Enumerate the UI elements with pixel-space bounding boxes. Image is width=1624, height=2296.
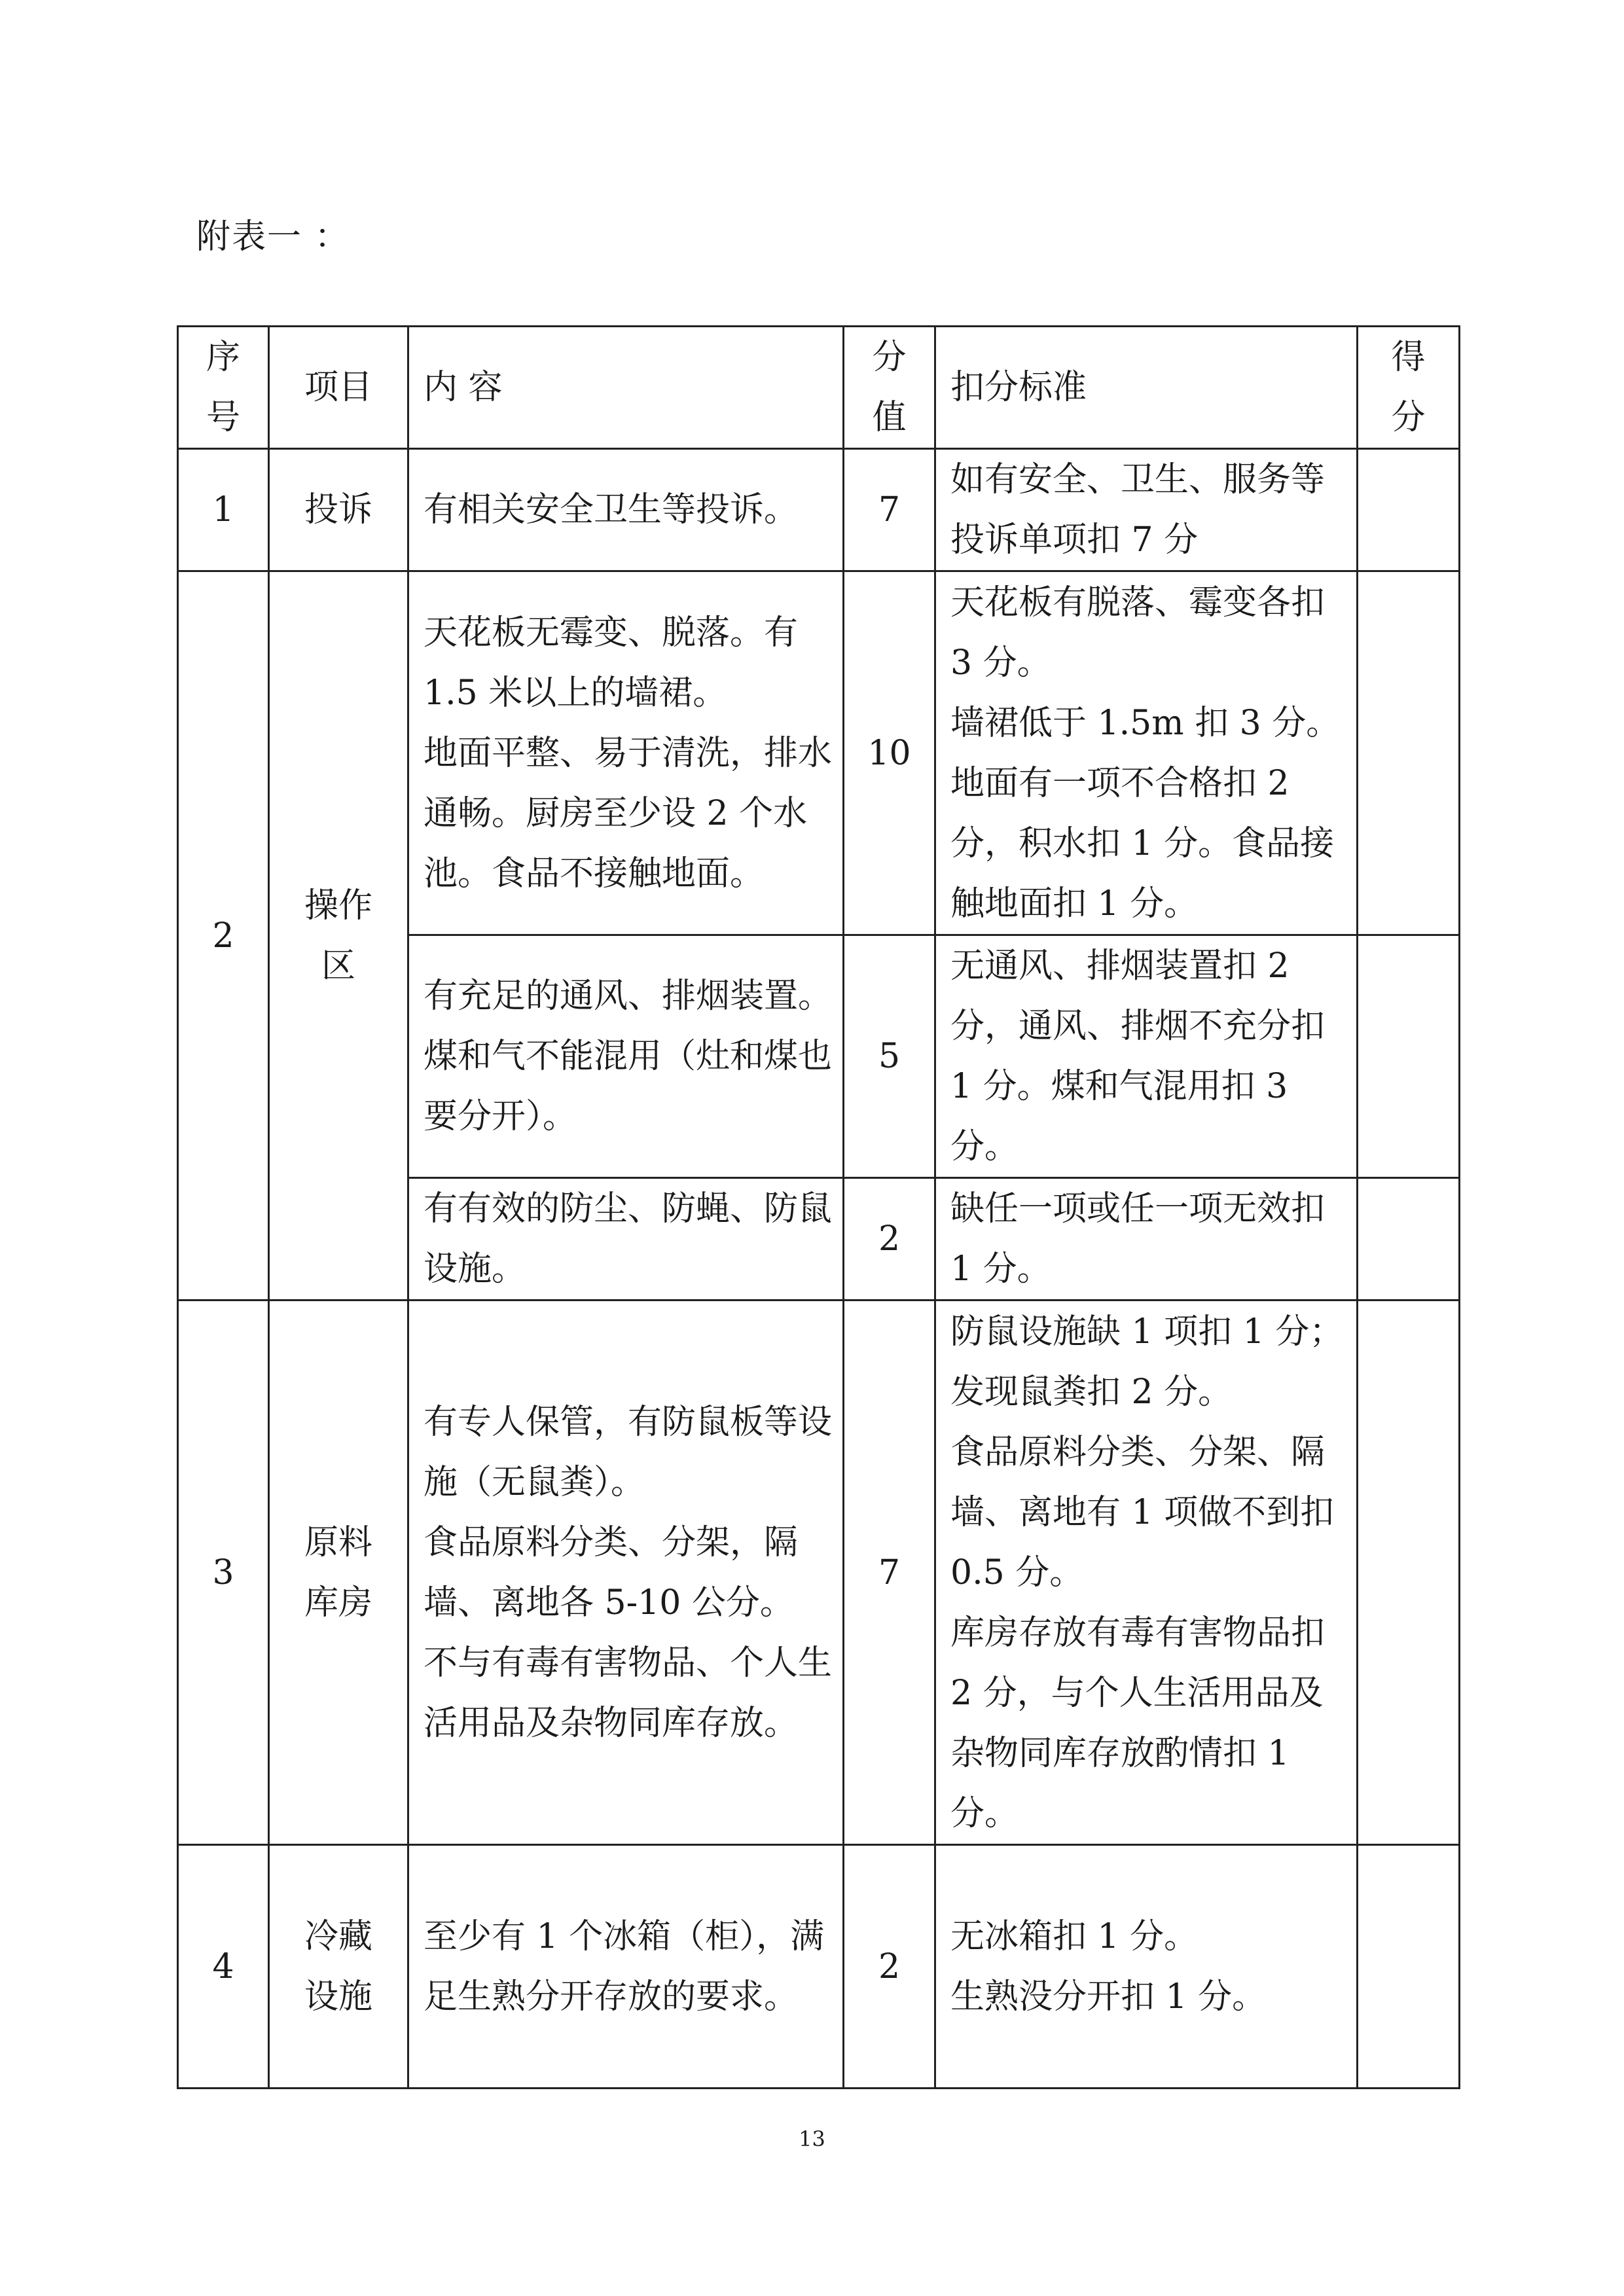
row-deduction: 如有安全、卫生、服务等投诉单项扣 7 分: [935, 449, 1358, 571]
row-points: 7: [844, 449, 935, 571]
row-deduction: 无通风、排烟装置扣 2 分，通风、排烟不充分扣 1 分。煤和气混用扣 3 分。: [935, 935, 1358, 1178]
row-points: 7: [844, 1300, 935, 1845]
row-deduction: 天花板有脱落、霉变各扣 3 分。 墙裙低于 1.5m 扣 3 分。 地面有一项不合格扣 2 分，积水扣 1 分。食品接触地面扣 1 分。: [935, 571, 1358, 935]
row-points: 2: [844, 1845, 935, 2089]
header-score: 得 分: [1358, 327, 1460, 449]
row-score-cell[interactable]: [1358, 1845, 1460, 2089]
header-points: 分 值: [844, 327, 935, 449]
row-score-cell[interactable]: [1358, 449, 1460, 571]
row-points: 10: [844, 571, 935, 935]
row-content: 天花板无霉变、脱落。有 1.5 米以上的墙裙。 地面平整、易于清洗，排水通畅。厨房至少设 2 个水池。食品不接触地面。: [408, 571, 844, 935]
row-item: 操作 区: [269, 571, 408, 1300]
row-score-cell[interactable]: [1358, 1178, 1460, 1300]
table-row: [178, 571, 1460, 935]
row-content: 有有效的防尘、防蝇、防鼠设施。: [408, 1178, 844, 1300]
row-score-cell[interactable]: [1358, 935, 1460, 1178]
row-score-cell[interactable]: [1358, 1300, 1460, 1845]
row-index: 4: [178, 1845, 269, 2089]
header-item: 项目: [269, 327, 408, 449]
header-index: 序 号: [178, 327, 269, 449]
row-content: 至少有 1 个冰箱（柜），满足生熟分开存放的要求。: [408, 1845, 844, 2089]
row-content: 有专人保管，有防鼠板等设施（无鼠粪）。 食品原料分类、分架，隔墙、离地各 5-10 公分。 不与有毒有害物品、个人生活用品及杂物同库存放。: [408, 1300, 844, 1845]
row-points: 5: [844, 935, 935, 1178]
table-row: [178, 449, 1460, 571]
page-number: 13: [799, 2126, 825, 2151]
row-deduction: 无冰箱扣 1 分。 生熟没分开扣 1 分。: [935, 1845, 1358, 2089]
inspection-score-table: [177, 325, 1460, 2089]
row-item: 冷藏 设施: [269, 1845, 408, 2089]
row-content: 有相关安全卫生等投诉。: [408, 449, 844, 571]
row-deduction: 防鼠设施缺 1 项扣 1 分；发现鼠粪扣 2 分。 食品原料分类、分架、隔墙、离地有 1 项做不到扣 0.5 分。 库房存放有毒有害物品扣 2 分，与个人生活用品及杂物同库存放酌情扣 1 分。: [935, 1300, 1358, 1845]
header-deduction: 扣分标准: [935, 327, 1358, 449]
row-score-cell[interactable]: [1358, 571, 1460, 935]
row-deduction: 缺任一项或任一项无效扣 1 分。: [935, 1178, 1358, 1300]
table-row: [178, 1300, 1460, 1845]
row-index: 2: [178, 571, 269, 1300]
row-index: 3: [178, 1300, 269, 1845]
row-points: 2: [844, 1178, 935, 1300]
row-item: 原料 库房: [269, 1300, 408, 1845]
header-content: 内 容: [408, 327, 844, 449]
row-item: 投诉: [269, 449, 408, 571]
table-header-row: [178, 327, 1460, 449]
page-title: 附表一 ：: [196, 217, 350, 257]
row-content: 有充足的通风、排烟装置。煤和气不能混用（灶和煤也要分开）。: [408, 935, 844, 1178]
row-index: 1: [178, 449, 269, 571]
table-row: [178, 1845, 1460, 2089]
